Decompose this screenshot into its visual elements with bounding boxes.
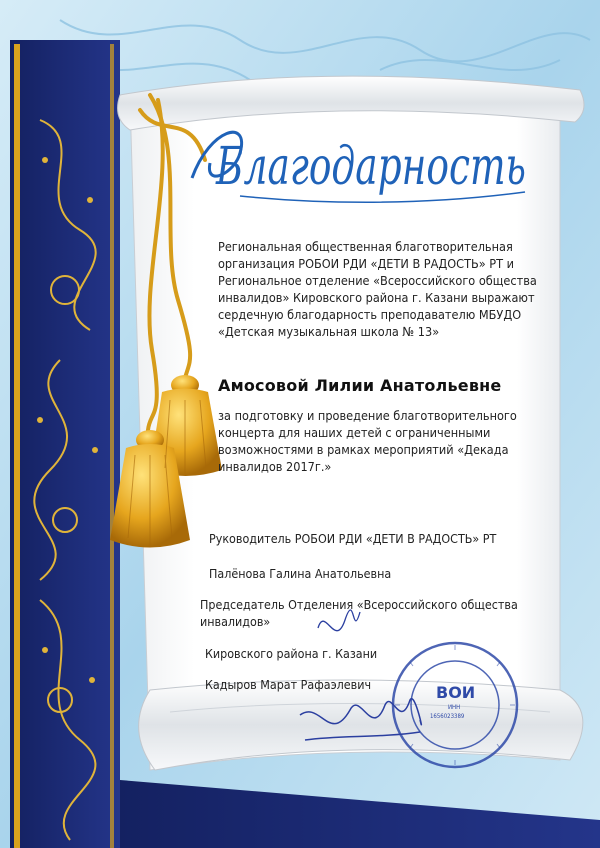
reason-line: концерта для наших детей с ограниченными	[218, 425, 491, 440]
intro-paragraph	[218, 238, 558, 340]
recipient-name: Амосовой Лилии Анатольевне	[218, 376, 502, 395]
chair-title-line1: Председатель Отделения «Всероссийского общества	[200, 597, 518, 612]
chair-name: Кадыров Марат Рафаэлевич	[205, 677, 372, 692]
stamp-center-text: ВОИ	[436, 683, 476, 702]
chair-title-line3: Кировского района г. Казани	[205, 646, 378, 661]
head-title: Руководитель РОБОИ РДИ «ДЕТИ В РАДОСТЬ» РТ	[209, 531, 497, 546]
intro-line: Региональное отделение «Всероссийского общества	[218, 273, 537, 288]
chair-title-line2: инвалидов»	[200, 614, 271, 629]
stamp-inn-number: 1656023389	[430, 713, 465, 720]
title-text: Благодарность	[215, 137, 526, 197]
reason-line: возможностями в рамках мероприятий «Декада	[218, 442, 509, 457]
stamp-inn-label: ИНН	[448, 704, 461, 711]
intro-line: инвалидов» Кировского района г. Казани выражают	[218, 290, 535, 305]
intro-line: Региональная общественная благотворительная	[218, 239, 513, 254]
reason-line: за подготовку и проведение благотворительного	[218, 408, 517, 423]
reason-line: инвалидов 2017г.»	[218, 459, 332, 474]
head-name: Палёнова Галина Анатольевна	[209, 566, 392, 581]
reason-paragraph	[218, 407, 548, 475]
intro-line: сердечную благодарность преподавателю МБУДО	[218, 307, 522, 322]
intro-line: организация РОБОИ РДИ «ДЕТИ В РАДОСТЬ» РТ и	[218, 256, 515, 271]
intro-line: «Детская музыкальная школа № 13»	[218, 324, 440, 339]
certificate-title	[180, 108, 540, 208]
